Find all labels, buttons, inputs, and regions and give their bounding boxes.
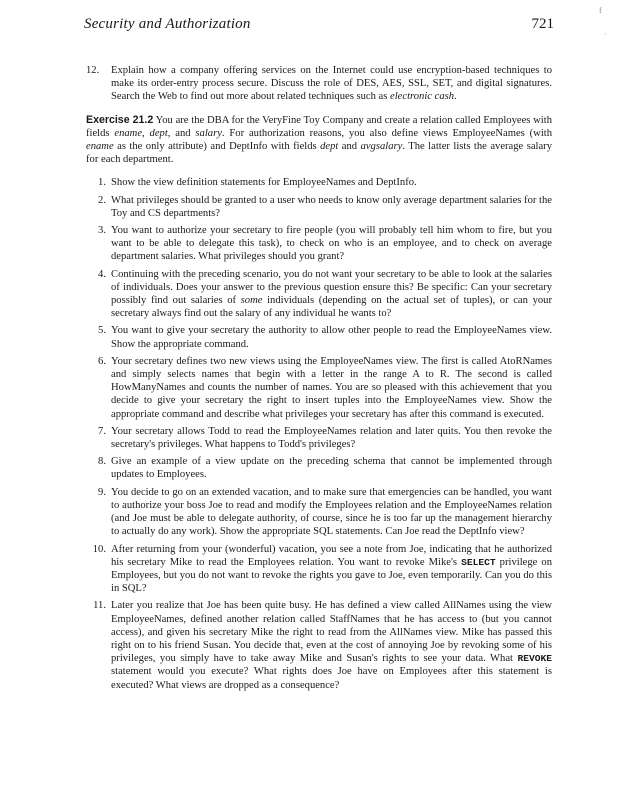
exercise-items [86,176,552,691]
item-number: 8. [98,456,106,468]
item-number: 10. [92,543,106,555]
question-number: 12. [86,65,100,76]
item-number: 6. [98,355,106,367]
page-header [84,16,554,40]
field-ename: ename [114,127,143,139]
question-12 [86,64,552,104]
question-text-end: . [454,91,457,103]
item-number: 11. [93,600,106,612]
list-item [86,355,552,421]
sql-keyword: REVOKE [517,653,552,665]
list-item [86,194,552,220]
item-text: Later you realize that Joe has been quite busy. He has defined a view called AllNames using the view EmployeeNames, defined another relation called StaffNames that he has access to (but you cannot access), and given his secretary Mike the right to read from the AllNames view. Mike has passed this right on to his friend Susan. You decide that, even at the cost of annoying Joe by revoking some of his privileges, you simply have to take away Mike and Susan's rights to see your data. What [111,600,552,665]
exercise-text: . The latter lists the average salary for each department. [86,141,553,166]
question-text: Explain how a company offering services on the Internet could use encryption-based techniques to make its order-entry process secure. Discuss the role of DES, AES, SSL, SET, and digital signatures. Search the Web to find out more about related techniques such as [111,65,552,103]
exercise-text: You are the DBA for the VeryFine Toy Company and create a relation called Employees with fields [86,114,552,139]
item-number: 5. [98,325,106,337]
field-dept: dept [149,127,168,139]
item-text: You want to give your secretary the authority to allow other people to read the EmployeeNames view. Show the appropriate command. [111,325,552,350]
list-item [86,324,552,350]
field-avgsalary: avgsalary [360,141,403,153]
item-text: You decide to go on an extended vacation, and to make sure that emergencies can be handled, you want to authorize your boss Joe to read and modify the Employees relation and the EmployeeNames relation (and Joe must be able to delegate authority, of course, since he is too far up the management hierarchy to actually do any work). Show the appropriate SQL statements. Can Joe read the DeptInfo view? [111,486,552,538]
field-dept: dept [320,141,339,153]
item-text: Continuing with the preceding scenario, you do not want your secretary to be able to look at the salaries of individuals. Does your answer to the previous question ensure this? Be specific: Can your secretary possibly find out salaries of [111,268,552,307]
exercise-intro [86,114,552,167]
item-text: Your secretary allows Todd to read the EmployeeNames relation and later quits. You then revoke the secretary's privileges. What happens to Todd's privileges? [111,425,552,451]
list-item [86,425,552,451]
page-body [86,64,552,696]
item-text-end: privilege on Employees, but you do not want to revoke the rights you gave to Joe, even temporarily. Can you do this in SQL? [111,556,552,595]
item-number: 9. [98,486,106,498]
exercise-text: as the only attribute) and DeptInfo with fields [113,141,321,153]
page-number: 721 [531,16,554,32]
exercise-text: and [338,141,361,153]
item-number: 1. [98,177,106,189]
exercise-text: . For authorization reasons, you also define views EmployeeNames (with [221,127,553,139]
exercise-label: Exercise 21.2 [86,113,154,126]
list-item [86,224,552,264]
item-number: 7. [98,425,106,437]
item-text: Your secretary defines two new views using the EmployeeNames view. The first is called AtoRNames and simply selects names that begin with a letter in the range A to R. The second is called HowManyNames and counts the number of names. You are so pleased with this achievement that you decide to give your secretary the right to insert tuples into the EmployeeNames view. Show the appropriate command and describe what privileges your secretary has after this command is executed. [111,355,552,420]
item-number: 2. [98,194,106,206]
field-ename: ename [86,141,114,153]
item-text-end: individuals (depending on the actual set of tuples), or can your secretary always find out the salary of any individual he wants to? [111,295,552,320]
list-item [86,455,552,481]
item-text: You want to authorize your secretary to fire people (you will probably tell him whom to fire, but you want to be able to delegate this task), to check on who is an employee, and to check on average department salaries. What privileges should you grant? [111,225,552,263]
item-emphasis: some [240,295,263,307]
question-emphasis: electronic cash [390,91,455,103]
item-text: What privileges should be granted to a user who needs to know only average department salaries for the Toy and CS departments? [111,194,552,219]
field-salary: salary [195,127,222,139]
item-text: Show the view definition statements for EmployeeNames and DeptInfo. [111,177,417,189]
margin-dot: · [604,30,607,39]
item-text-end: statement would you execute? What rights does Joe have on Employees after this statement is executed? What views are dropped as a consequence? [111,666,552,691]
running-title: Security and Authorization [84,16,251,32]
list-item [86,176,552,189]
list-item [86,543,552,596]
exercise-text: , [142,127,150,139]
item-text: After returning from your (wonderful) vacation, you see a note from Joe, indicating that he authorized his secretary Mike to read the Employees relation. You want to revoke Mike's [111,543,552,568]
exercise-text: , and [167,127,196,139]
item-text: Give an example of a view update on the preceding schema that cannot be implemented through updates to Employees. [111,456,552,481]
list-item [86,486,552,539]
sql-keyword: SELECT [461,556,496,568]
item-number: 3. [98,225,106,237]
corner-mark: f [599,6,602,15]
list-item [86,599,552,691]
list-item [86,268,552,321]
item-number: 4. [98,268,106,280]
